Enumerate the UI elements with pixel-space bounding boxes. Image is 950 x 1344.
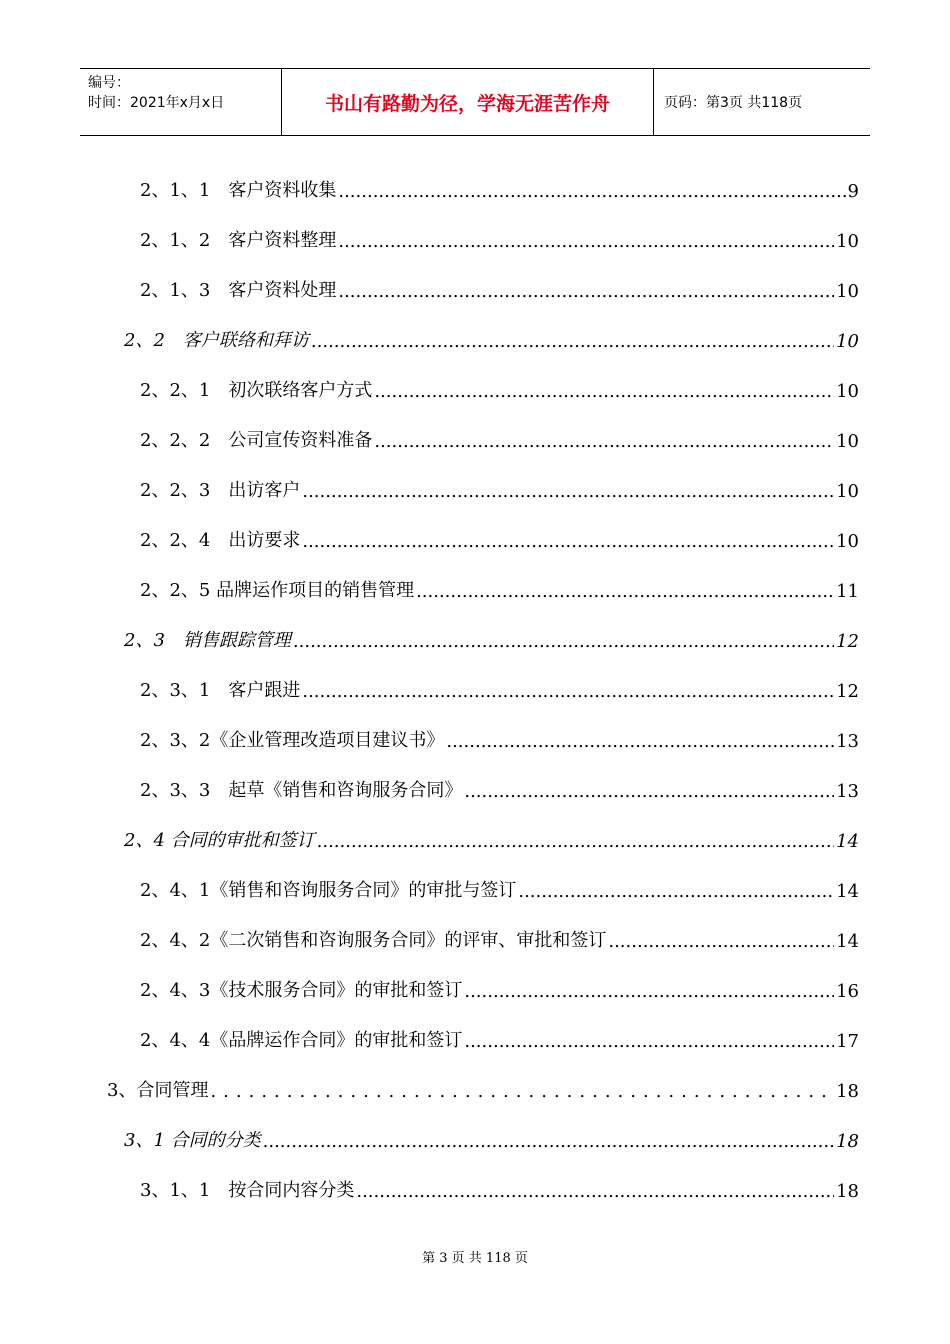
toc-entry[interactable] <box>140 972 859 1002</box>
toc-leader <box>302 481 834 502</box>
toc-entry[interactable] <box>140 922 859 952</box>
number-label: 编号： <box>88 75 130 91</box>
toc-entry-page: 17 <box>836 1031 859 1052</box>
toc-leader <box>293 631 834 652</box>
toc-entry[interactable] <box>140 1022 859 1052</box>
toc-chapter-entry[interactable] <box>107 1072 859 1102</box>
toc-entry-label: 2、4、3《技术服务合同》的审批和签订 <box>140 980 463 1001</box>
toc-entry[interactable] <box>140 372 859 402</box>
toc-leader <box>311 331 834 352</box>
toc-entry-label: 2、3、3 起草《销售和咨询服务合同》 <box>140 780 463 801</box>
toc-entry-label: 2、2、4 出访要求 <box>140 530 301 551</box>
toc-entry-label: 2、1、1 客户资料收集 <box>140 180 337 201</box>
toc-leader <box>338 281 834 302</box>
toc-entry-page: 18 <box>836 1131 859 1152</box>
toc-section-entry[interactable] <box>124 622 859 652</box>
toc-entry-label: 2、1、2 客户资料整理 <box>140 230 337 251</box>
toc-entry-label: 3、1 合同的分类 <box>124 1130 261 1151</box>
toc-entry-page: 18 <box>836 1081 859 1102</box>
toc-entry-label: 2、2、3 出访客户 <box>140 480 301 501</box>
toc-entry-label: 2、4、1《销售和咨询服务合同》的审批与签订 <box>140 880 517 901</box>
toc-entry[interactable] <box>140 672 859 702</box>
toc-entry[interactable] <box>140 1172 859 1202</box>
toc-section-entry[interactable] <box>124 1122 859 1152</box>
toc-entry-page: 10 <box>836 531 859 552</box>
toc-entry-label: 2、3 销售跟踪管理 <box>124 630 291 651</box>
toc-entry-page: 9 <box>847 181 859 202</box>
toc-entry-page: 10 <box>836 481 859 502</box>
toc-entry-page: 18 <box>836 1181 859 1202</box>
toc-leader <box>374 431 834 452</box>
toc-entry-page: 12 <box>836 631 859 652</box>
toc-entry-page: 13 <box>836 731 859 752</box>
toc-entry-page: 14 <box>836 831 859 852</box>
toc-leader <box>317 831 834 852</box>
time-label: 时间：2021年x月x日 <box>88 95 225 111</box>
toc-entry-label: 2、2、2 公司宣传资料准备 <box>140 430 373 451</box>
toc-leader <box>518 881 834 902</box>
toc-entry-label: 2、4、4《品牌运作合同》的审批和签订 <box>140 1030 463 1051</box>
toc-entry-label: 2、2 客户联络和拜访 <box>124 330 309 351</box>
page-footer: 第 3 页 共 118 页 <box>422 1251 528 1266</box>
toc-leader <box>302 681 834 702</box>
toc-entry[interactable] <box>140 172 859 202</box>
toc-leader <box>302 531 834 552</box>
toc-leader <box>464 981 834 1002</box>
toc-leader <box>374 381 834 402</box>
toc-leader <box>464 781 834 802</box>
header-page-info: 页码：第3页 共118页 <box>664 95 803 111</box>
toc-entry[interactable] <box>140 472 859 502</box>
header-meta <box>80 69 282 135</box>
toc-leader <box>464 1031 834 1052</box>
toc-entry-page: 10 <box>836 431 859 452</box>
toc-entry-label: 2、3、2《企业管理改造项目建议书》 <box>140 730 445 751</box>
toc-entry-label: 3、合同管理 <box>107 1080 209 1101</box>
page-header <box>80 68 870 136</box>
toc-entry-label: 2、4 合同的审批和签订 <box>124 830 315 851</box>
toc-entry-page: 10 <box>836 331 859 352</box>
toc-entry-label: 2、4、2《二次销售和咨询服务合同》的评审、审批和签订 <box>140 930 607 951</box>
toc-section-entry[interactable] <box>124 822 859 852</box>
toc-entry[interactable] <box>140 522 859 552</box>
toc-entry-label: 3、1、1 按合同内容分类 <box>140 1180 355 1201</box>
toc-entry[interactable] <box>140 572 859 602</box>
toc-leader <box>608 931 834 952</box>
toc-entry-label: 2、2、1 初次联络客户方式 <box>140 380 373 401</box>
toc-leader <box>338 181 845 202</box>
toc-leader <box>356 1181 834 1202</box>
toc-entry-page: 14 <box>836 931 859 952</box>
toc-entry-page: 12 <box>836 681 859 702</box>
toc-entry[interactable] <box>140 272 859 302</box>
toc-entry[interactable] <box>140 222 859 252</box>
toc-entry[interactable] <box>140 722 859 752</box>
toc-leader <box>338 231 834 252</box>
toc-entry-page: 13 <box>836 781 859 802</box>
header-motto: 书山有路勤为径，学海无涯苦作舟 <box>282 69 654 135</box>
toc-section-entry[interactable] <box>124 322 859 352</box>
toc-entry[interactable] <box>140 872 859 902</box>
toc-leader <box>263 1131 834 1152</box>
toc-entry-page: 10 <box>836 381 859 402</box>
toc-leader <box>446 731 834 752</box>
toc-entry-page: 16 <box>836 981 859 1002</box>
toc-entry[interactable] <box>140 422 859 452</box>
toc-entry-label: 2、3、1 客户跟进 <box>140 680 301 701</box>
toc-entry-page: 10 <box>836 231 859 252</box>
toc-leader <box>416 581 834 602</box>
toc-entry-page: 11 <box>836 581 859 602</box>
toc-leader <box>210 1081 834 1102</box>
toc-entry-page: 14 <box>836 881 859 902</box>
toc-entry-label: 2、1、3 客户资料处理 <box>140 280 337 301</box>
toc-entry-page: 10 <box>836 281 859 302</box>
toc-entry-label: 2、2、5 品牌运作项目的销售管理 <box>140 580 415 601</box>
toc-entry[interactable] <box>140 772 859 802</box>
